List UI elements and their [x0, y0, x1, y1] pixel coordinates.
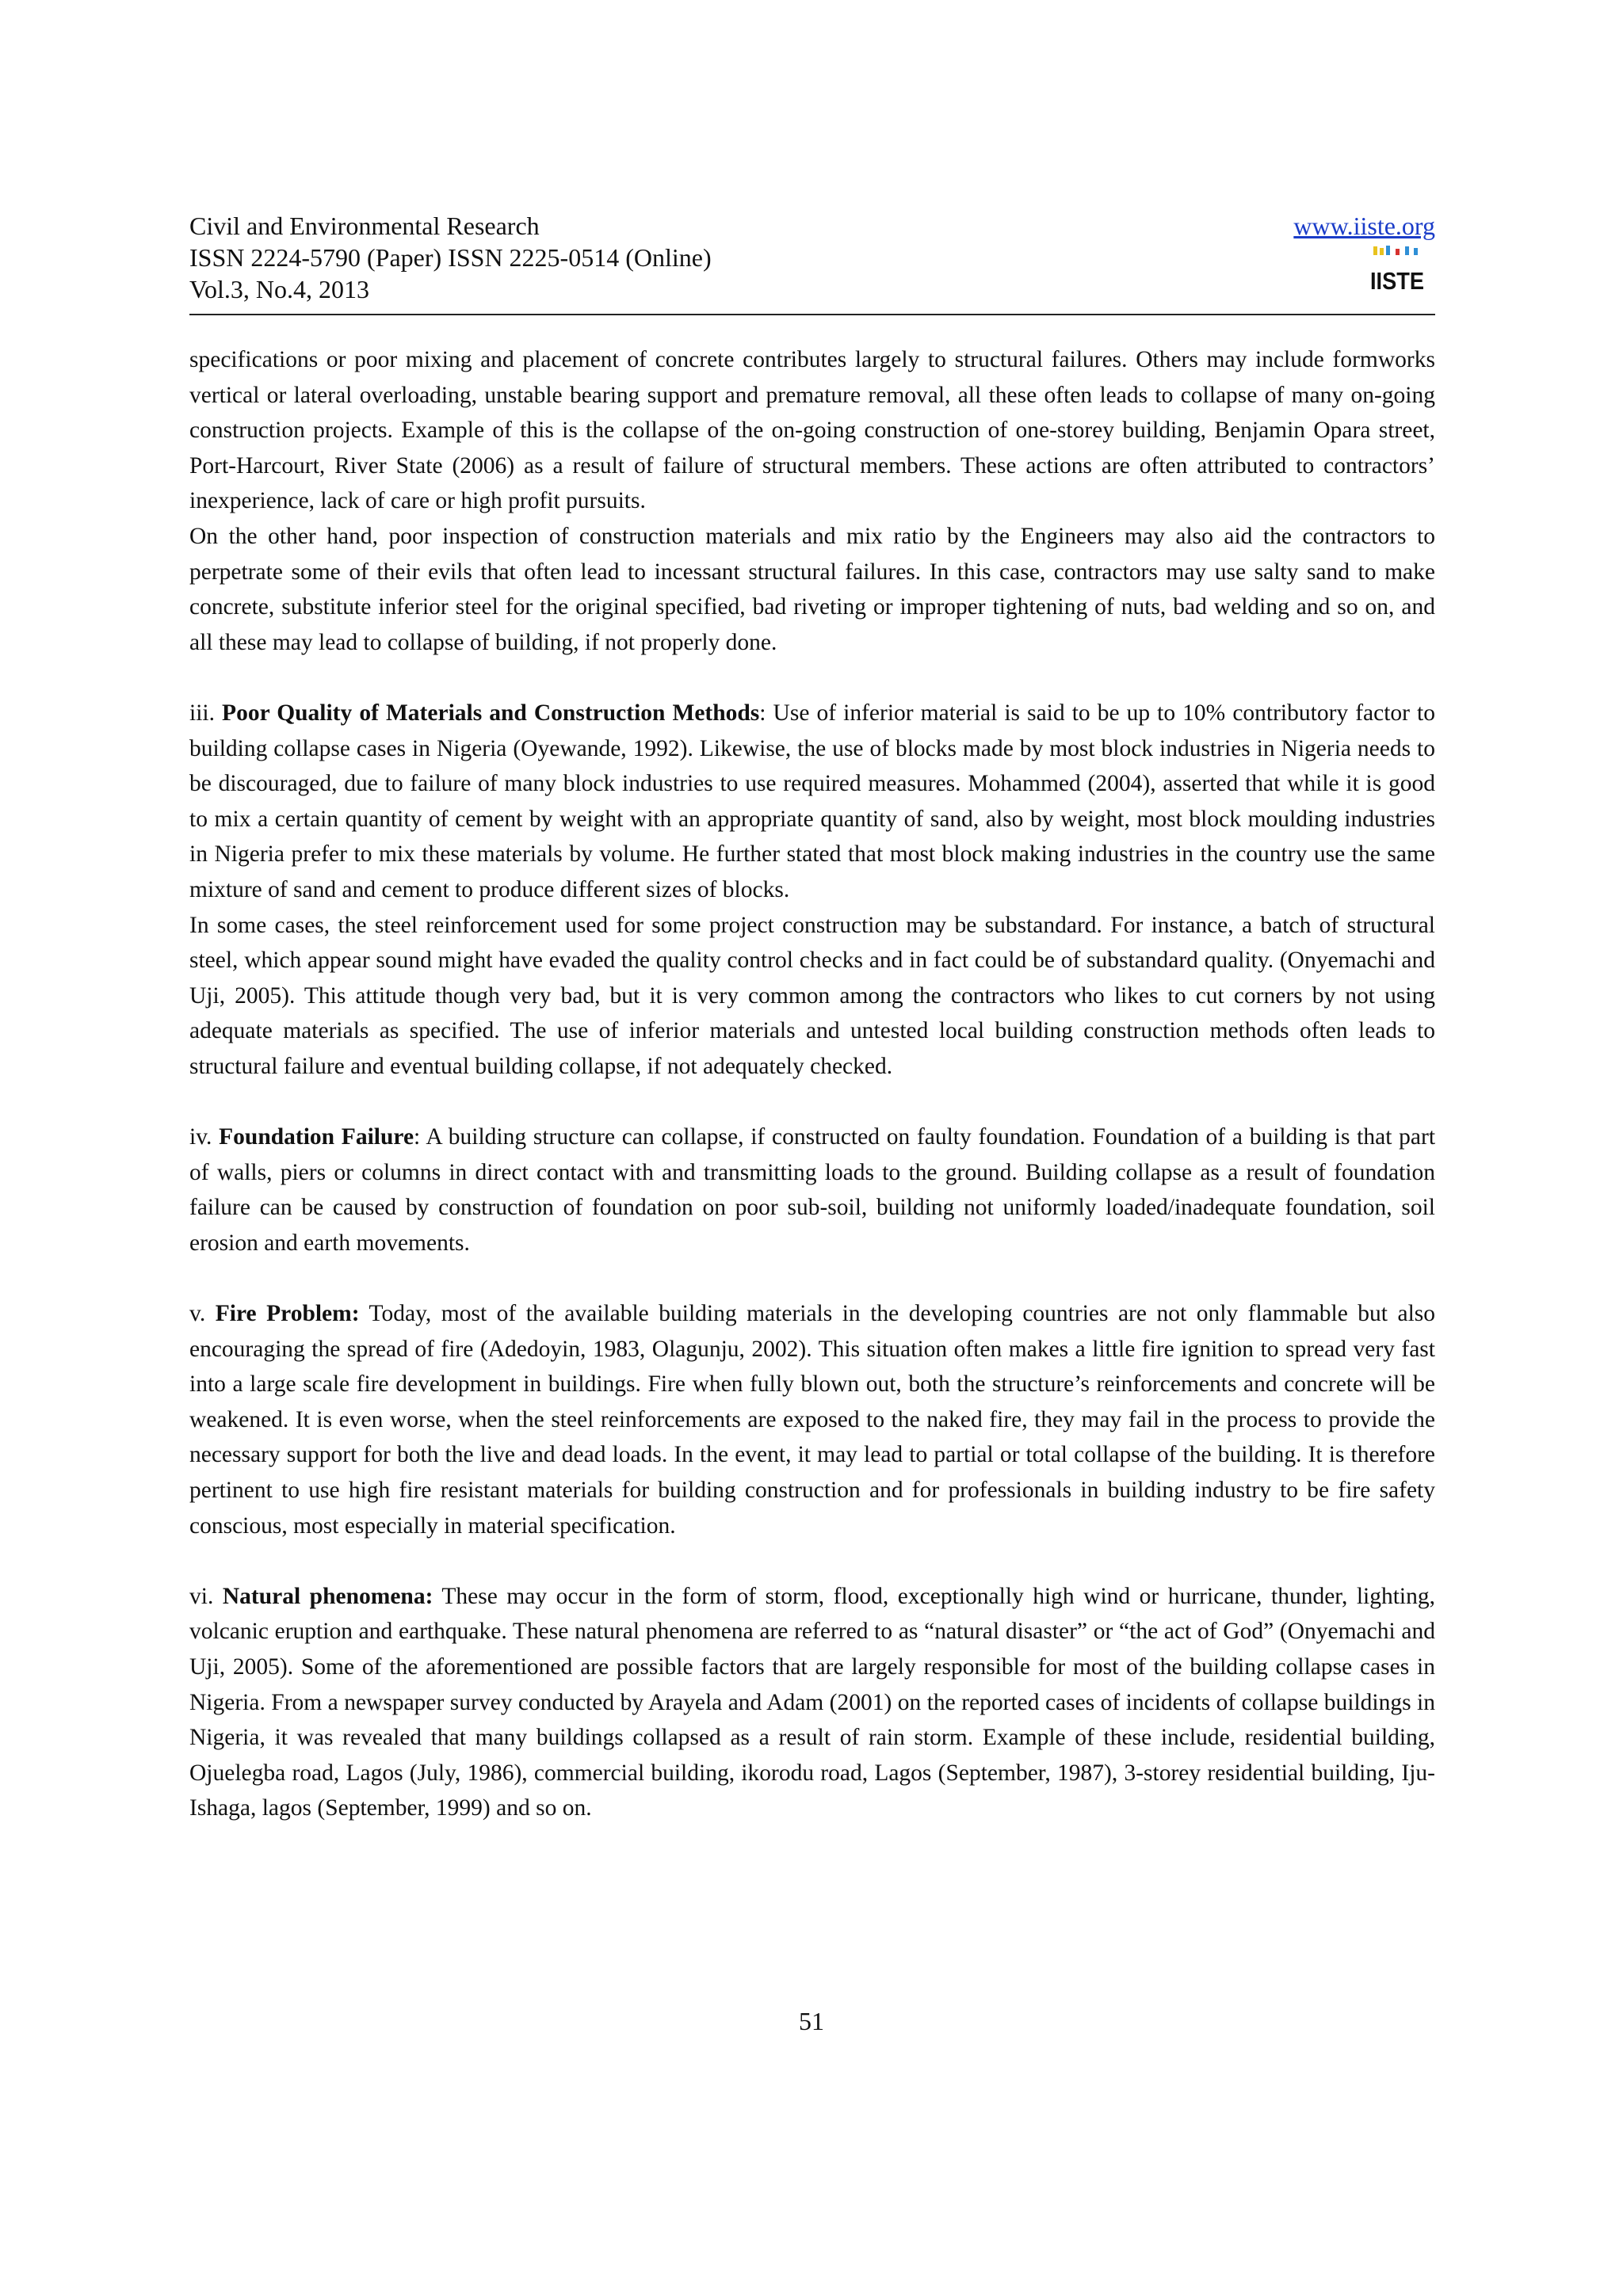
journal-issn: ISSN 2224-5790 (Paper) ISSN 2225-0514 (Online)	[189, 243, 712, 272]
journal-info	[189, 210, 712, 305]
section-number: iv.	[189, 1124, 212, 1150]
section-text: : Use of inferior material is said to be up to 10% contributory factor to building collapse cases in Nigeria (Oyewande, 1992). Likewise, the use of blocks made by most block industries in Nigeria needs to be discouraged, due to failure of many block industries to use required measures. Mohammed (2004), asserted that while it is good to mix a certain quantity of cement by weight with an appropriate quantity of sand, also by weight, most block moulding industries in Nigeria prefer to mix these materials by volume. He further stated that most block making industries in the country use the same mixture of sand and cement to produce different sizes of blocks.	[189, 700, 1436, 902]
section-text: These may occur in the form of storm, flood, exceptionally high wind or hurricane, thunder, lighting, volcanic eruption and earthquake. These natural phenomena are referred to as “natural disaster” or “the act of God” (Onyemachi and Uji, 2005). Some of the aforementioned are possible factors that are largely responsible for most of the building collapse cases in Nigeria. From a newspaper survey conducted by Arayela and Adam (2001) on the reported cases of incidents of collapse buildings in Nigeria, it was revealed that many buildings collapsed as a result of rain storm. Example of these include, residential building, Ojuelegba road, Lagos (July, 1986), commercial building, ikorodu road, Lagos (September, 1987), 3-storey residential building, Iju-Ishaga, lagos (September, 1999) and so on.	[189, 1583, 1435, 1821]
running-header	[189, 210, 1435, 313]
section-heading: Fire Problem:	[215, 1301, 360, 1327]
section-poor-quality-materials	[189, 696, 1435, 908]
journal-title: Civil and Environmental Research	[189, 212, 540, 240]
section-text: Today, most of the available building materials in the developing countries are not only flammable but also encouraging the spread of fire (Adedoyin, 1983, Olagunju, 2002). This situation often makes a little fire ignition to spread very fast into a large scale fire development in buildings. Fire when fully blown out, both the structure’s reinforcements and concrete will be weakened. It is even worse, when the steel reinforcements are exposed to the naked fire, they may fail in the process to provide the necessary support for both the live and dead loads. In the event, it may lead to partial or total collapse of the building. It is therefore pertinent to use high fire resistant materials for building construction and for professionals in building industry to be fire safety conscious, most especially in material specification.	[189, 1301, 1436, 1539]
journal-site	[1293, 210, 1435, 242]
logo-wordmark: IISTE	[1370, 267, 1424, 294]
journal-volume: Vol.3, No.4, 2013	[189, 275, 369, 303]
section-heading: Natural phenomena:	[222, 1583, 433, 1609]
section-number: iii.	[189, 700, 215, 726]
iiste-logo-icon	[1369, 245, 1426, 294]
section-heading: Poor Quality of Materials and Construction Methods	[222, 700, 760, 726]
paragraph: In some cases, the steel reinforcement used for some project construction may be substandard. For instance, a batch of structural steel, which appear sound might have evaded the quality control checks and in fact could be of substandard quality. (Onyemachi and Uji, 2005). This attitude though very bad, but it is very common among the contractors who likes to cut corners by not using adequate materials as specified. The use of inferior materials and untested local building construction methods often leads to structural failure and eventual building collapse, if not adequately checked.	[189, 912, 1435, 1079]
paragraph: specifications or poor mixing and placement of concrete contributes largely to structural failures. Others may include formworks vertical or lateral overloading, unstable bearing support and premature removal, all these often leads to collapse of many on-going construction projects. Example of this is the collapse of the on-going construction of one-storey building, Benjamin Opara street, Port-Harcourt, River State (2006) as a result of failure of structural members. These actions are often attributed to contractors’ inexperience, lack of care or high profit pursuits.	[189, 347, 1435, 514]
section-heading: Foundation Failure	[219, 1124, 414, 1150]
article-body	[189, 342, 1435, 1826]
section-number: vi.	[189, 1583, 214, 1609]
website-link[interactable]: www.iiste.org	[1293, 212, 1435, 240]
section-number: v.	[189, 1301, 206, 1327]
page-number: 51	[799, 2007, 824, 2035]
paragraph: On the other hand, poor inspection of construction materials and mix ratio by the Engineers may also aid the contractors to perpetrate some of their evils that often lead to incessant structural failures. In this case, contractors may use salty sand to make concrete, substitute inferior steel for the original specified, bad riveting or improper tightening of nuts, bad welding and so on, and all these may lead to collapse of building, if not properly done.	[189, 523, 1435, 655]
section-fire-problem	[189, 1296, 1435, 1543]
section-text: : A building structure can collapse, if constructed on faulty foundation. Foundation of a building is that part of walls, piers or columns in direct contact with and transmitting loads to the ground. Building collapse as a result of foundation failure can be caused by construction of foundation on poor sub-soil, building not uniformly loaded/inadequate foundation, soil erosion and earth movements.	[189, 1124, 1436, 1256]
header-divider	[189, 314, 1435, 315]
section-natural-phenomena	[189, 1579, 1435, 1826]
section-foundation-failure	[189, 1119, 1435, 1261]
